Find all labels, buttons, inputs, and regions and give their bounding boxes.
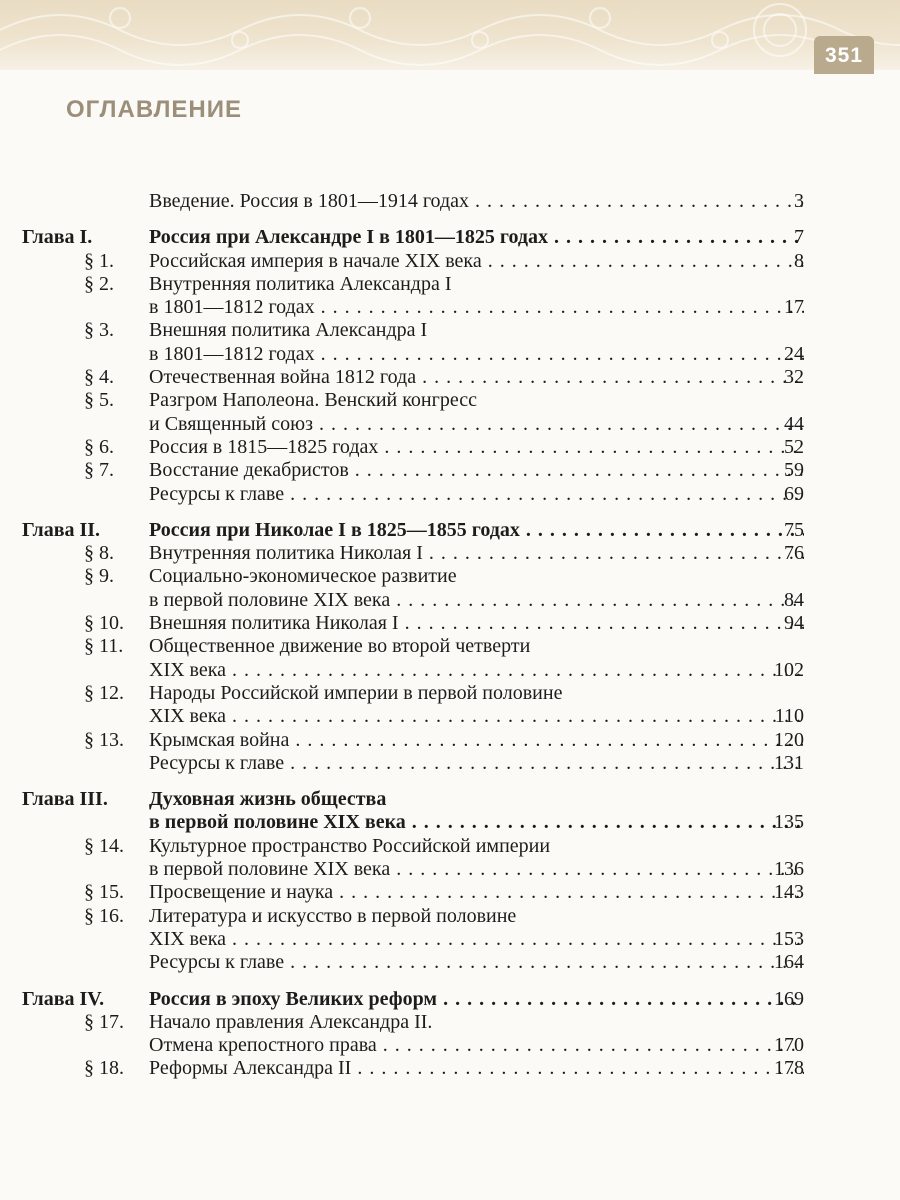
- entry-title: Россия при Александре I в 1801—1825 годах . . .: [149, 226, 804, 249]
- page-ref: 178: [774, 1057, 804, 1080]
- entry-title: Российская империя в начале XIX века . . .: [149, 250, 804, 273]
- entry-title: Общественное движение во второй четверти: [149, 635, 531, 658]
- section-number: § 11.: [84, 635, 124, 658]
- entry-title: Крымская война . . .: [149, 729, 804, 752]
- chapter-label: Глава I.: [22, 226, 93, 249]
- page-ref: 102: [774, 658, 804, 681]
- section-number: § 3.: [84, 319, 114, 342]
- entry-title: Народы Российской империи в первой половине: [149, 681, 563, 704]
- page-ref: 143: [774, 881, 804, 904]
- entry-title: Отмена крепостного права . . .: [149, 1034, 804, 1057]
- page-ref: 69: [784, 482, 804, 505]
- section-number: § 9.: [84, 565, 114, 588]
- toc-resources[interactable]: [0, 951, 900, 974]
- page-ref: 76: [784, 542, 804, 565]
- section-number: § 14.: [84, 834, 124, 857]
- toc-resources[interactable]: [0, 483, 900, 506]
- section-number: § 17.: [84, 1010, 124, 1033]
- entry-title: Просвещение и наука . . .: [149, 881, 804, 904]
- entry-title: Социально-экономическое развитие: [149, 565, 457, 588]
- section-number: § 6.: [84, 435, 114, 458]
- section-number: § 16.: [84, 904, 124, 927]
- toc-chapter[interactable]: [0, 226, 900, 249]
- entry-title: XIX века . . .: [149, 928, 804, 951]
- entry-title: Отечественная война 1812 года . . .: [149, 366, 804, 389]
- entry-title: Духовная жизнь общества: [149, 788, 387, 811]
- page-ref: 136: [774, 858, 804, 881]
- entry-title: Внешняя политика Николая I . . .: [149, 612, 804, 635]
- section-number: § 1.: [84, 249, 114, 272]
- section-number: § 8.: [84, 542, 114, 565]
- toc-entry[interactable]: [0, 881, 900, 904]
- chapter-label: Глава IV.: [22, 987, 105, 1010]
- entry-title: Разгром Наполеона. Венский конгресс: [149, 389, 477, 412]
- entry-title: Культурное пространство Российской империи: [149, 834, 551, 857]
- toc-entry[interactable]: [0, 729, 900, 752]
- entry-title: в 1801—1812 годах . . .: [149, 296, 804, 319]
- section-number: § 5.: [84, 389, 114, 412]
- entry-title: Россия в эпоху Великих реформ . . .: [149, 988, 804, 1011]
- page-ref: 120: [774, 728, 804, 751]
- section-number: § 10.: [84, 612, 124, 635]
- entry-title: XIX века . . .: [149, 705, 804, 728]
- page-ref: 59: [784, 459, 804, 482]
- toc-chapter[interactable]: [0, 519, 900, 542]
- entry-title: и Священный союз . . .: [149, 413, 804, 436]
- toc-chapter[interactable]: [0, 788, 900, 835]
- toc-entry[interactable]: [0, 436, 900, 459]
- toc-chapter[interactable]: [0, 988, 900, 1011]
- page-ref: 84: [784, 588, 804, 611]
- toc-entry[interactable]: [0, 1011, 900, 1058]
- page-ref: 3: [794, 190, 804, 212]
- entry-title: Литература и искусство в первой половине: [149, 904, 517, 927]
- section-number: § 4.: [84, 366, 114, 389]
- entry-title: Введение. Россия в 1801—1914 годах . . .: [149, 190, 804, 213]
- page-ref: 52: [784, 435, 804, 458]
- entry-title: Начало правления Александра II.: [149, 1010, 433, 1033]
- entry-title: Внутренняя политика Александра I: [149, 272, 452, 295]
- entry-title: Реформы Александра II . . .: [149, 1057, 804, 1080]
- page-ref: 8: [794, 249, 804, 272]
- entry-title: Россия в 1815—1825 годах . . .: [149, 436, 804, 459]
- toc-entry[interactable]: [0, 319, 900, 366]
- section-number: § 12.: [84, 681, 124, 704]
- entry-title: в 1801—1812 годах . . .: [149, 343, 804, 366]
- toc-entry[interactable]: [0, 565, 900, 612]
- entry-title: Ресурсы к главе . . .: [149, 951, 804, 974]
- toc-entry[interactable]: [0, 905, 900, 952]
- page-ref: 131: [774, 751, 804, 774]
- table-of-contents: [0, 190, 900, 1081]
- page-ref: 135: [774, 811, 804, 834]
- entry-title: Внешняя политика Александра I: [149, 319, 428, 342]
- entry-title: Россия при Николае I в 1825—1855 годах . . .: [149, 519, 804, 542]
- page-ref: 170: [774, 1034, 804, 1057]
- chapter-label: Глава II.: [22, 518, 101, 541]
- entry-title: в первой половине XIX века . . .: [149, 811, 804, 834]
- entry-title: Восстание декабристов . . .: [149, 459, 804, 482]
- section-number: § 13.: [84, 728, 124, 751]
- page-ref: 32: [784, 366, 804, 389]
- toc-entry[interactable]: [0, 366, 900, 389]
- page-ref: 75: [784, 518, 804, 541]
- page-ref: 153: [774, 927, 804, 950]
- page-ref: 164: [774, 951, 804, 974]
- chapter-label: Глава III.: [22, 788, 108, 811]
- ornamental-header-band: [0, 0, 900, 70]
- page-ref: 94: [784, 612, 804, 635]
- toc-entry[interactable]: [0, 635, 900, 682]
- toc-entry[interactable]: [0, 459, 900, 482]
- page-ref: 169: [774, 987, 804, 1010]
- entry-title: в первой половине XIX века . . .: [149, 589, 804, 612]
- section-number: § 15.: [84, 881, 124, 904]
- entry-title: XIX века . . .: [149, 659, 804, 682]
- page-title: ОГЛАВЛЕНИЕ: [66, 96, 243, 123]
- toc-entry[interactable]: [0, 1057, 900, 1080]
- section-number: § 18.: [84, 1057, 124, 1080]
- page-ref: 24: [784, 342, 804, 365]
- ornament-pattern-icon: [0, 0, 900, 70]
- page-ref: 17: [784, 296, 804, 319]
- toc-entry[interactable]: [0, 250, 900, 273]
- entry-title: Внутренняя политика Николая I . . .: [149, 542, 804, 565]
- page-number: 351: [814, 36, 874, 74]
- toc-entry[interactable]: [0, 273, 900, 320]
- entry-title: в первой половине XIX века . . .: [149, 858, 804, 881]
- page-ref: 44: [784, 412, 804, 435]
- page-ref: 7: [794, 226, 804, 249]
- entry-title: Ресурсы к главе . . .: [149, 483, 804, 506]
- toc-entry[interactable]: [0, 612, 900, 635]
- page-ref: 110: [774, 705, 804, 728]
- toc-entry[interactable]: [0, 389, 900, 436]
- toc-resources[interactable]: [0, 752, 900, 775]
- toc-entry[interactable]: [0, 682, 900, 729]
- toc-entry[interactable]: [0, 835, 900, 882]
- section-number: § 7.: [84, 459, 114, 482]
- toc-entry[interactable]: [0, 542, 900, 565]
- toc-entry[interactable]: [0, 190, 900, 213]
- section-number: § 2.: [84, 272, 114, 295]
- entry-title: Ресурсы к главе . . .: [149, 752, 804, 775]
